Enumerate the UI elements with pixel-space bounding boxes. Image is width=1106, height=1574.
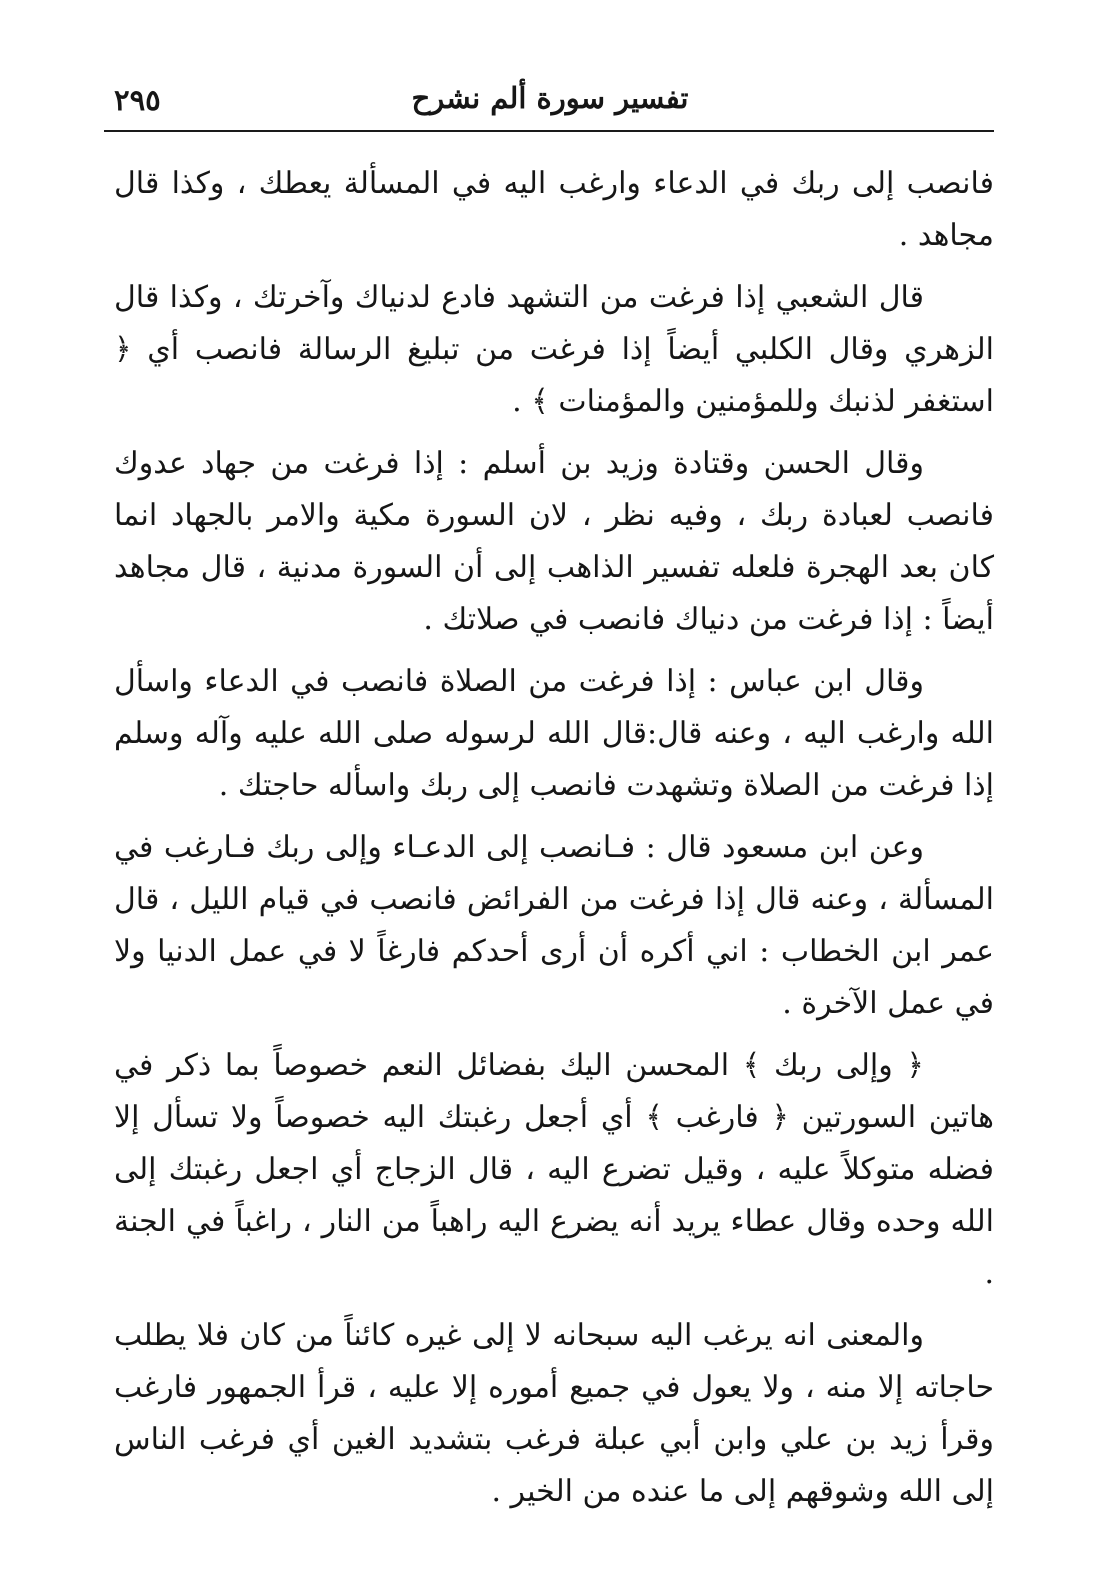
paragraph-4: وقال ابن عباس : إذا فرغت من الصلاة فانصب في الدعاء واسأل الله وارغب اليه ، وعنه قال:قال الله لرسوله صلى الله عليه وآله وسلم إذا فرغت من الصلاة وتشهدت فانصب إلى ربك واسأله حاجتك . xyxy=(114,664,994,803)
paragraph-6: ﴿ وإلى ربك ﴾ المحسن اليك بفضائل النعم خصوصاً بما ذكر في هاتين السورتين ﴿ فارغب ﴾ أي أجعل رغبتك اليه خصوصاً ولا تسأل إلا فضله متوكلاً عليه ، وقيل تضرع اليه ، قال الزجاج أي اجعل رغبتك إلى الله وحده وقال عطاء يريد أنه يضرع اليه راهباً من النار ، راغباً في الجنة . xyxy=(114,1048,994,1291)
paragraph-2: قال الشعبي إذا فرغت من التشهد فادع لدنياك وآخرتك ، وكذا قال الزهري وقال الكلبي أيضاً إذا فرغت من تبليغ الرسالة فانصب أي ﴿ استغفر لذنبك وللمؤمنين والمؤمنات ﴾ . xyxy=(114,280,994,419)
paragraph-3: وقال الحسن وقتادة وزيد بن أسلم : إذا فرغت من جهاد عدوك فانصب لعبادة ربك ، وفيه نظر ، لان السورة مكية والامر بالجهاد انما كان بعد الهجرة فلعله تفسير الذاهب إلى أن السورة مدنية ، قال مجاهد أيضاً : إذا فرغت من دنياك فانصب في صلاتك . xyxy=(114,446,994,637)
paragraph-1: فانصب إلى ربك في الدعاء وارغب اليه في المسألة يعطك ، وكذا قال مجاهد . xyxy=(114,166,994,253)
page-number: ٢٩٥ xyxy=(114,83,161,117)
page-header xyxy=(100,76,1000,130)
header-divider xyxy=(104,130,994,132)
paragraph-5: وعن ابن مسعود قال : فـانصب إلى الدعـاء وإلى ربك فـارغب في المسألة ، وعنه قال إذا فرغت من الفرائض فانصب في قيام الليل ، قال عمر ابن الخطاب : اني أكره أن أرى أحدكم فارغاً لا في عمل الدنيا ولا في عمل الآخرة . xyxy=(114,830,994,1021)
page-body xyxy=(114,158,994,1528)
paragraph-7: والمعنى انه يرغب اليه سبحانه لا إلى غيره كائناً من كان فلا يطلب حاجاته إلا منه ، ولا يعول في جميع أموره إلا عليه ، قرأ الجمهور فارغب وقرأ زيد بن علي وابن أبي عبلة فرغب بتشديد الغين أي فرغب الناس إلى الله وشوقهم إلى ما عنده من الخير . xyxy=(114,1318,995,1509)
running-title: تفسير سورة ألم نشرح xyxy=(411,81,689,115)
